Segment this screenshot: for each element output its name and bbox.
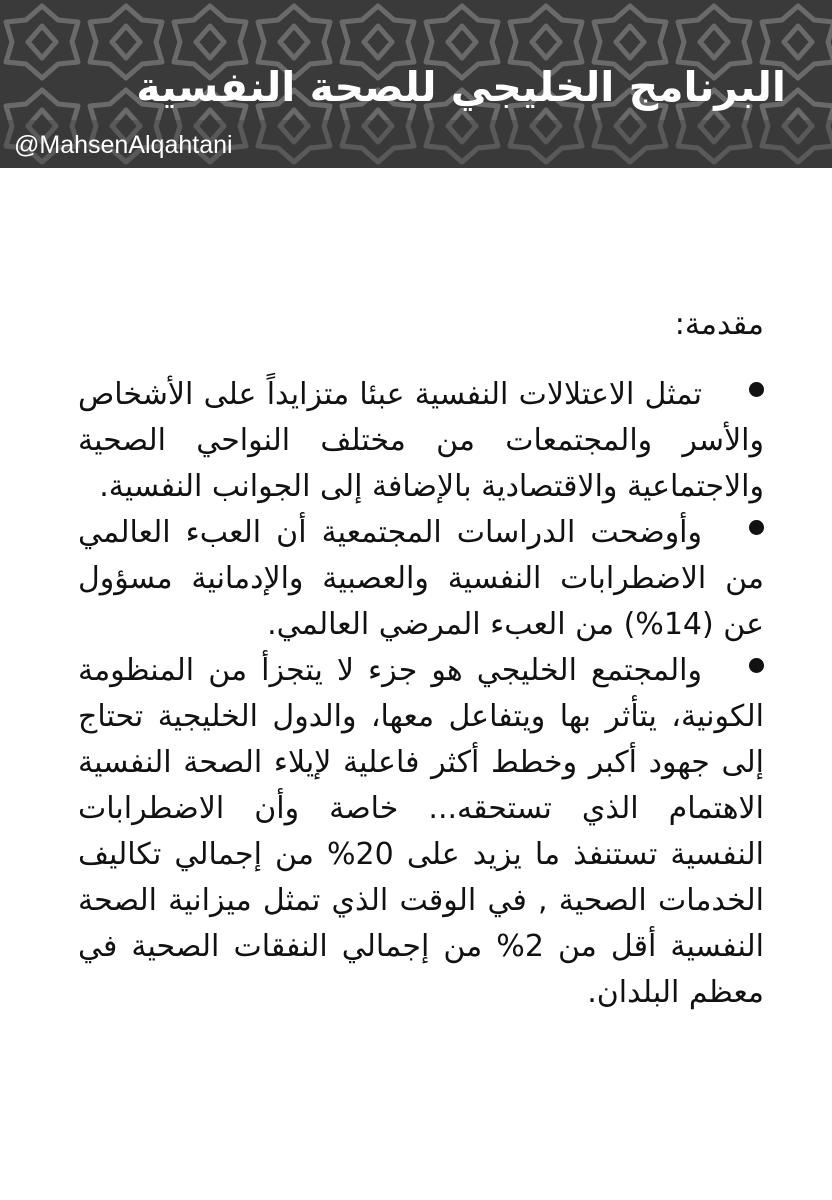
list-item (78, 510, 764, 648)
bullet-icon (749, 382, 764, 397)
document-body (78, 300, 764, 1016)
bullet-icon (749, 520, 764, 535)
author-handle: @MahsenAlqahtani (14, 131, 233, 159)
list-item (78, 648, 764, 1016)
header-banner (0, 0, 832, 168)
list-item (78, 372, 764, 510)
bullet-list (78, 372, 764, 1016)
bullet-icon (749, 658, 764, 673)
list-item-text: تمثل الاعتلالات النفسية عبئا متزايداً على الأشخاص والأسر والمجتمعات من مختلف النواحي الصحية والاجتماعية والاقتصادية بالإضافة إلى الجوانب النفسية. (78, 377, 764, 504)
section-heading: مقدمة: (674, 307, 764, 342)
list-item-text: وأوضحت الدراسات المجتمعية أن العبء العالمي من الاضطرابات النفسية والعصبية والإدمانية مسؤول عن (14%) من العبء المرضي العالمي. (78, 515, 764, 642)
list-item-text: والمجتمع الخليجي هو جزء لا يتجزأ من المنظومة الكونية، يتأثر بها ويتفاعل معها، والدول الخليجية تحتاج إلى جهود أكبر وخطط أكثر فاعلية لإيلاء الصحة النفسية الاهتمام الذي تستحقه... خاصة وأن الاضطرابات النفسية تستنفذ ما يزيد على 20% من إجمالي تكاليف الخدمات الصحية , في الوقت الذي تمثل ميزانية الصحة النفسية أقل من 2% من إجمالي النفقات الصحية في معظم البلدان. (78, 653, 764, 1010)
page-title: البرنامج الخليجي للصحة النفسية (136, 63, 786, 111)
